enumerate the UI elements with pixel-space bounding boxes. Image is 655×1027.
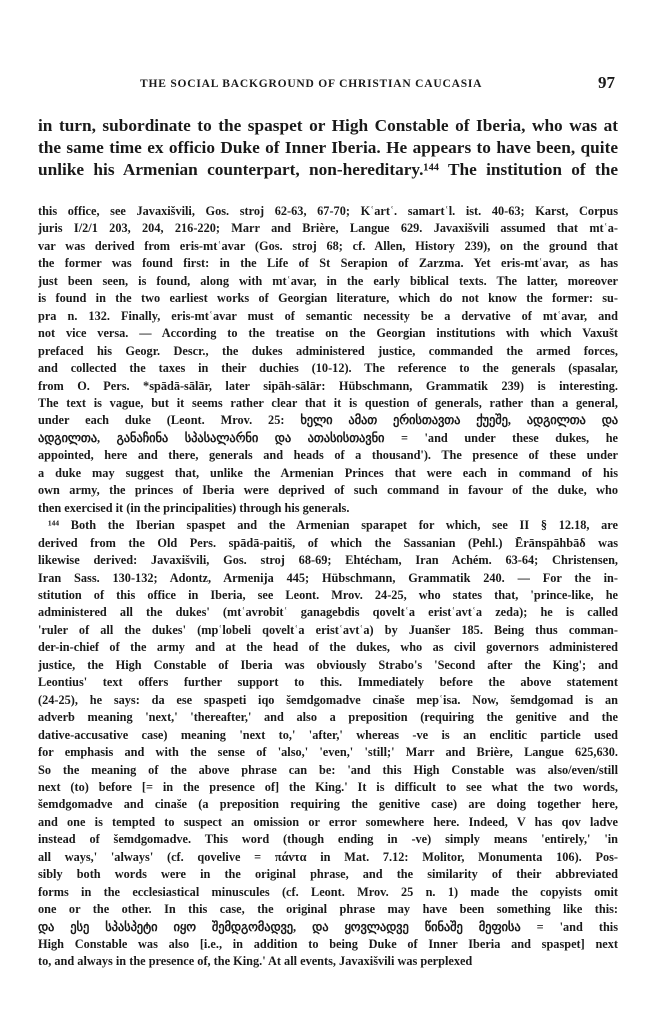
footnote-line: der-in-chief of the army and at the head of the dukes, who as civil governors administered [38,640,618,655]
main-text [38,115,618,182]
footnote-line: forms in the ecclesiastical minuscules (cf. Leont. Mrov. 25 n. 1) made the copyists omit [38,884,618,899]
main-text-line: unlike his Armenian counterpart, non-hereditary.¹⁴⁴ The institution of the [38,160,618,180]
running-head-title: THE SOCIAL BACKGROUND OF CHRISTIAN CAUCASIA [140,78,483,90]
footnote-line: pra n. 132. Finally, eris-mtʿavar must of semantic necessity be a dervative of mtʿavar, and [38,308,618,323]
footnote-line: var was derived from eris-mtʿavar (Gos. stroj 68; cf. Allen, History 239), on the ground that [38,238,618,253]
footnote-line: prefaced his Geogr. Descr., the dukes administered justice, commanded the armed forces, [38,343,618,358]
footnote-line: appointed, here and there, generals and heads of a thousand'). The presence of these under [38,448,618,463]
footnote-line: instead of šemdgomadve. This word (though ending in -ve) simply means 'entirely,' 'in [38,832,618,847]
footnote-line: ¹⁴⁴ Both the Iberian spaspet and the Armenian sparapet for which, see II § 12.18, are [48,518,618,533]
footnote-line: for emphasis and with the sense of 'also,' 'even,' 'still;' Marr and Brière, Langue 625,630. [38,745,618,760]
footnote-line: administered all the dukes' (mtʿavrobitʿ ganagebdis qoveltʿa eristʿavtʿa zeda); he is called [38,605,618,620]
footnote-line: 'ruler of all the dukes' (mpʿlobeli qoveltʿa eristʿavtʿa) by Juanšer 185. Being thus comman- [38,622,618,637]
footnote-line: dative-accusative case) meaning 'next to,' 'after,' whereas -ve is an enclitic particle used [38,727,618,742]
footnote-line: და ესე სპასპეტი იყო შემდგომადვე, და ყოვლადვე წინაშე მეფისა = 'and this [38,919,618,934]
main-text-line: the same time ex officio Duke of Inner Iberia. He appears to have been, quite [38,138,618,158]
footnote-line: this office, see Javaxišvili, Gos. stroj 62-63, 67-70; Kʿartʿ. samartʿl. ist. 40-63; Karst, Corpus [38,204,618,218]
footnote-line: under each duke (Leont. Mrov. 25: ხელი ამათ ერისთავთა ქუეშე, ადგილთა და [38,413,618,428]
footnote-line: is found in the two earliest works of Georgian literature, which do not know the former: su- [38,291,618,306]
footnote-line: High Constable was also [i.e., in addition to being Duke of Inner Iberia and spaspet] next [38,937,618,952]
footnote-line: then exercised it (in the principalities) through his generals. [38,500,350,515]
footnote-line: not vice versa. — According to the treatise on the Georgian institutions with which Vaxušt [38,326,618,341]
footnote-line: own army, the princes of Iberia were deprived of such command in favour of the duke, who [38,483,618,498]
footnote-line: ადგილთა, განაჩინა სპასალარნი და ათასისთავნი = 'and under these dukes, he [38,430,618,445]
main-text-line: in turn, subordinate to the spaspet or High Constable of Iberia, who was at [38,116,618,135]
footnote-line: adverb meaning 'next,' 'thereafter,' and also a preposition (requiring the genitive and the [38,710,618,725]
footnote-line: justice, the High Constable of Iberia was obviously Strabo's 'Second after the King'; and [38,657,618,672]
footnote-line: a duke may suggest that, unlike the Armenian Princes that were each in command of his [38,465,618,480]
page-number: 97 [598,73,615,92]
footnote-line: juris I/2/1 203, 204, 216-220; Marr and Brière, Langue 629. Javaxišvili assumed that mtʿa- [38,221,618,236]
footnote-line: So the meaning of the above phrase can be: 'and this High Constable was also/even/still [38,762,618,777]
footnote-line: stitution of this office in Iberia, see Leont. Mrov. 24-25, who states that, 'prince-like, he [38,587,618,602]
footnote-line: Leontius' text offers further support to this. Immediately before the above statement [38,675,618,690]
footnote-line: the former was found first: in the Life of St Serapion of Zarzma. Yet eris-mtʿavar, as has [38,256,618,271]
footnote-line: and one is tempted to suspect an omission or error somewhere here. Indeed, V has qov ladve [38,814,618,829]
footnote-line: one or the other. In this case, the original phrase may have been something like this: [38,902,618,917]
footnote-line: The text is vague, but it seems rather clear that it is question of generals, rather than a general, [38,395,618,410]
footnote-line: from O. Pers. *spādā-sālār, later sipāh-sālār: Hübschmann, Grammatik 239) is interesting. [38,378,618,393]
footnote-line: šemdgomadve and cinaše (a preposition requiring the genitive case) are doing together here, [38,797,618,812]
footnote-line: just been seen, is found, along with mtʿavar, in the early biblical texts. The latter, moreover [38,273,618,288]
footnote-line: next (to) before [= in the presence of] the King.' It is difficult to see what the two words, [38,779,618,794]
footnote-line: to, and always in the presence of, the King.' At all events, Javaxišvili was perplexed [38,954,473,969]
footnote-line: sibly both words were in the original phrase, and the similarity of their abbreviated [38,867,618,882]
footnote-line: Iran Sass. 130-132; Adontz, Armenija 445; Hübschmann, Grammatik 240. — For the in- [38,570,618,585]
footnote-line: all ways,' 'always' (cf. qovelive = πάντα in Mat. 7.12: Molitor, Monumenta 106). Pos- [38,849,618,864]
footnote-line: likewise derived: Javaxišvili, Gos. stroj 68-69; Ehtécham, Iran Achém. 63-64; Christensen, [38,553,618,568]
footnote-line: (24-25), he says: da ese spaspeti iqo šemdgomadve cinaše mepʿisa. Now, šemdgomad is an [38,692,618,707]
footnotes [38,203,618,971]
footnote-line: derived from the Old Pers. spādā-paitiš, of which the Sassanian (Pehl.) Ērānspāhbāδ was [38,535,618,550]
footnote-line: and collected the taxes in their duchies (10-12). The reference to the generals (spasalar, [38,361,618,376]
running-head [38,73,615,93]
